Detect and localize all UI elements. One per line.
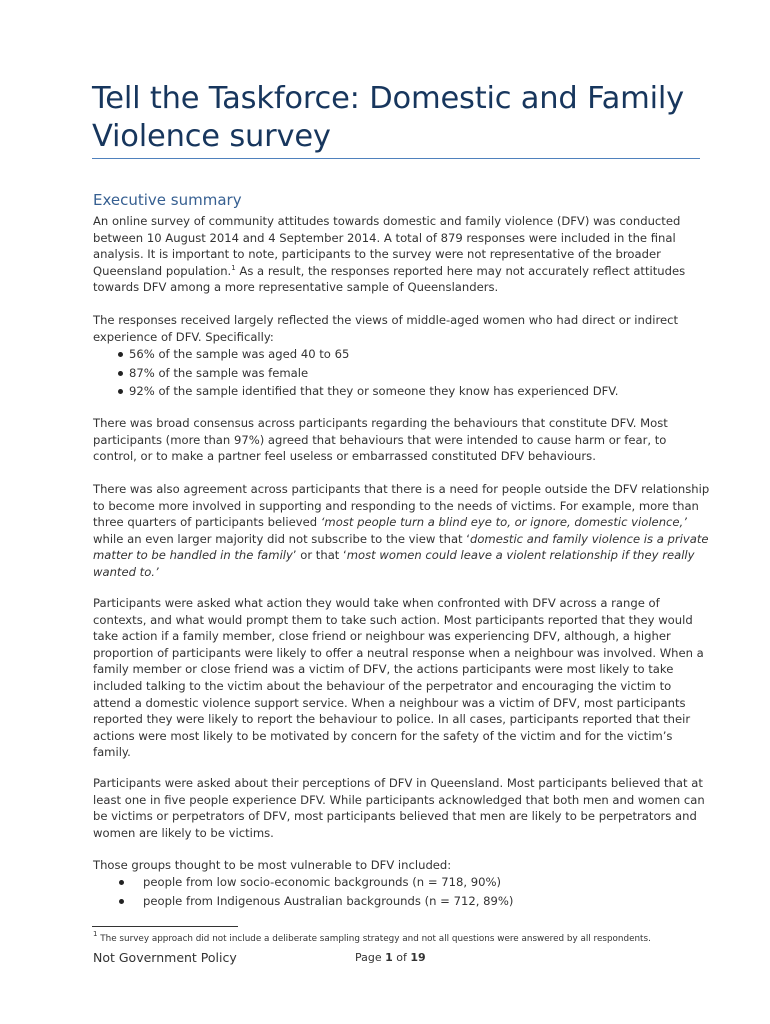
footer-policy-label: Not Government Policy bbox=[93, 950, 237, 965]
text-run: ’ or that ‘ bbox=[292, 548, 347, 563]
title-line-1: Tell the Taskforce: Domestic and Family bbox=[92, 81, 685, 116]
bullet-icon bbox=[119, 899, 124, 904]
text-line: included talking to the victim about the behaviour of the perpetrator and encouraging the victim to bbox=[93, 678, 672, 693]
list-item bbox=[93, 873, 693, 892]
list-item-text: 56% of the sample was aged 40 to 65 bbox=[129, 347, 350, 361]
text-line bbox=[93, 564, 703, 581]
text-line: participants (more than 97%) agreed that behaviours that were intended to cause harm or fear, to bbox=[93, 432, 667, 447]
text-line: Participants were asked what action they would take when confronted with DFV across a range of bbox=[93, 596, 660, 610]
text-line: take action if a family member, close friend or neighbour was experiencing DFV, although, a higher bbox=[93, 629, 671, 644]
list-item-text: 92% of the sample identified that they or someone they know has experienced DFV. bbox=[129, 384, 619, 399]
text-line: experience of DFV. Specifically: bbox=[93, 329, 274, 344]
page-total: 19 bbox=[410, 951, 426, 964]
text-line: family member or close friend was a victim of DFV, the actions participants were most likely to take bbox=[93, 662, 674, 677]
paragraph-perceptions bbox=[93, 775, 703, 841]
page-number bbox=[355, 951, 426, 964]
text-line bbox=[93, 531, 709, 548]
text-run: As a result, the responses reported here may not accurately reflect attitudes bbox=[235, 263, 686, 278]
text-line: The responses received largely reflected the views of middle-aged women who had direct or indirect bbox=[93, 313, 679, 327]
text-line: analysis. It is important to note, participants to the survey were not representative of the broader bbox=[93, 247, 661, 262]
paragraph-vulnerable-groups bbox=[93, 857, 703, 874]
text-line: to become more involved in supporting and responding to the needs of victims. For example, more than bbox=[93, 498, 699, 513]
footnote-text: The survey approach did not include a deliberate sampling strategy and not all questions were answered by all respondents. bbox=[97, 934, 651, 944]
text-run: Queensland population. bbox=[93, 263, 232, 278]
title-underline bbox=[92, 158, 700, 159]
page-current: 1 bbox=[385, 951, 393, 964]
text-line bbox=[93, 263, 703, 280]
list-item-text: 87% of the sample was female bbox=[129, 365, 309, 380]
list-item-text: people from low socio-economic backgrounds (n = 718, 90%) bbox=[143, 875, 502, 889]
text-line bbox=[93, 547, 703, 564]
bullet-icon bbox=[118, 352, 123, 357]
text-line: Participants were asked about their perceptions of DFV in Queensland. Most participants believed that at bbox=[93, 776, 703, 790]
text-line bbox=[93, 514, 703, 531]
list-item-text: people from Indigenous Australian backgrounds (n = 712, 89%) bbox=[143, 893, 514, 908]
text-line: contexts, and what would prompt them to take such action. Most participants reported that they would bbox=[93, 612, 693, 627]
text-line: actions were most likely to be motivated by concern for the safety of the victim and for the victim’s bbox=[93, 728, 673, 743]
footnote-number: 1 bbox=[93, 930, 98, 938]
text-line: be victims or perpetrators of DFV, most participants believed that men are likely to be perpetrators and bbox=[93, 809, 697, 824]
paragraph-consensus bbox=[93, 415, 703, 465]
bullet-icon bbox=[118, 371, 123, 376]
text-line: control, or to make a partner feel useless or embarrassed constituted DFV behaviours. bbox=[93, 449, 596, 464]
paragraph-actions bbox=[93, 595, 703, 761]
paragraph-intro bbox=[93, 213, 703, 296]
paragraph-sample bbox=[93, 312, 703, 345]
text-line: least one in five people experience DFV. While participants acknowledged that both men and women can bbox=[93, 792, 705, 807]
quote-text: most women could leave a violent relationship if they really bbox=[346, 548, 695, 563]
text-run: while an even larger majority did not subscribe to the view that ‘ bbox=[93, 531, 470, 546]
quote-text: wanted to.’ bbox=[93, 564, 159, 579]
title-line-2: Violence survey bbox=[92, 119, 331, 154]
text-line: An online survey of community attitudes towards domestic and family violence (DFV) was conducted bbox=[93, 214, 681, 228]
footnote bbox=[93, 930, 651, 945]
page-word: Page bbox=[355, 951, 386, 964]
paragraph-agreement bbox=[93, 481, 710, 581]
text-line: proportion of participants were likely to offer a neutral response when a neighbour was involved. When a bbox=[93, 645, 704, 660]
text-line: attend a domestic violence support service. When a neighbour was a victim of DFV, most participants bbox=[93, 695, 686, 710]
text-line: Those groups thought to be most vulnerable to DFV included: bbox=[93, 858, 452, 872]
text-line: reported they were likely to report the behaviour to police. In all cases, participants reported that their bbox=[93, 712, 691, 727]
footnote-separator bbox=[92, 926, 238, 927]
list-item bbox=[93, 382, 693, 401]
text-line: women are likely to be victims. bbox=[93, 825, 274, 840]
text-line: There was also agreement across participants that there is a need for people outside the DFV relationship bbox=[93, 482, 710, 496]
list-item bbox=[93, 345, 693, 364]
text-line: There was broad consensus across participants regarding the behaviours that constitute DFV. Most bbox=[93, 416, 668, 430]
footnote-reference[interactable]: 1 bbox=[231, 263, 236, 272]
bullet-icon bbox=[119, 880, 124, 885]
list-item bbox=[93, 364, 693, 383]
quote-text: domestic and family violence is a private bbox=[469, 531, 709, 546]
document-title bbox=[92, 80, 692, 156]
list-item bbox=[93, 892, 693, 911]
text-line: towards DFV among a more representative sample of Queenslanders. bbox=[93, 280, 499, 295]
section-heading: Executive summary bbox=[93, 191, 242, 209]
quote-text: matter to be handled in the family bbox=[93, 548, 293, 563]
text-line: between 10 August 2014 and 4 September 2014. A total of 879 responses were included in the final bbox=[93, 230, 676, 245]
quote-text: ‘most people turn a blind eye to, or ignore, domestic violence,’ bbox=[320, 515, 687, 530]
bullet-list-vulnerable bbox=[93, 873, 693, 910]
page-of: of bbox=[392, 951, 411, 964]
text-line: family. bbox=[93, 745, 131, 760]
bullet-list-sample bbox=[93, 345, 693, 401]
bullet-icon bbox=[118, 389, 123, 394]
text-run: three quarters of participants believed bbox=[93, 515, 321, 530]
